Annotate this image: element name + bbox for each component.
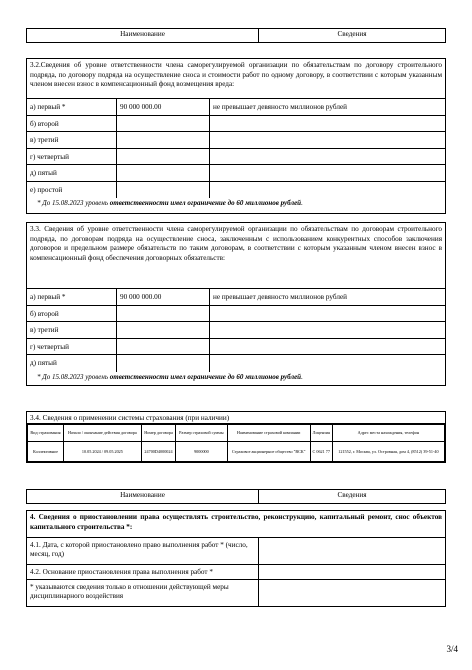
level-label: а) первый * [27, 99, 117, 115]
level-label: в) третий [27, 322, 117, 338]
level-description [210, 322, 445, 338]
insurance-header-cell: Наименование страховой компании [227, 425, 310, 442]
level-amount [117, 165, 210, 181]
level-label: г) четвертый [27, 149, 117, 165]
section-3-3-text: 3.3. Сведения об уровне ответственности члена саморегулируемой организации по обязательствам по договорам строительного подряда, по договорам подряда на осуществление сноса, заключенным с использованием конкурентных способов заключения договоров и предельном размере обязательств по таким договорам, в соответствии с которым указанным членом внесен взнос в компенсационный фонд обеспечения договорных обязательств: [27, 223, 445, 289]
level-amount [117, 306, 210, 322]
insurance-data-cell: Страховое акционерное общество "ВСК" [227, 442, 310, 462]
insurance-data-cell: 9000000 [176, 442, 227, 462]
level-label: а) первый * [27, 289, 117, 305]
section-3-2-text: 3.2.Сведения об уровне ответственности члена саморегулируемой организации по обязательствам по договору строительного подряда, по договору подряда на осуществление сноса и стоимости работ по одному договору, в соответствии с которым указанным членом внесен взнос в компенсационный фонд возмещения вреда: [27, 59, 445, 99]
level-row [27, 149, 445, 166]
section-3-3-rows [27, 289, 445, 372]
insurance-data-cell: Коллективное [28, 442, 64, 462]
level-description [210, 149, 445, 165]
level-amount [117, 149, 210, 165]
level-amount [117, 322, 210, 338]
insurance-data-cell: 24700D4000024 [141, 442, 175, 462]
header-name: Наименование [27, 29, 259, 42]
insurance-header-cell: Вид страхования [28, 425, 64, 442]
insurance-header-cell: Лицензия [310, 425, 332, 442]
level-row [27, 116, 445, 133]
level-amount [117, 132, 210, 148]
level-amount: 90 000 000.00 [117, 289, 210, 305]
level-label: д) пятый [27, 355, 117, 372]
insurance-data-cell: 10.05.2024 / 09.05.2025 [63, 442, 141, 462]
level-row [27, 355, 445, 372]
section-3-4-title: 3.4. Сведения о применении системы страхования (при наличии) [27, 412, 445, 424]
section-4-2-value [259, 565, 445, 579]
section-3-3-note: * До 15.08.2023 уровень ответственности имел ограничение до 60 миллионов рублей. [37, 372, 303, 381]
level-row [27, 99, 445, 116]
level-label: г) четвертый [27, 339, 117, 355]
level-label: в) третий [27, 132, 117, 148]
section-4-2-label: 4.2. Основание приостановления права выполнения работ * [27, 565, 259, 579]
level-row [27, 165, 445, 182]
level-row [27, 289, 445, 306]
level-description [210, 355, 445, 372]
level-row [27, 182, 445, 199]
level-row [27, 132, 445, 149]
insurance-header-cell: Размер страховой суммы [176, 425, 227, 442]
level-description [210, 132, 445, 148]
level-label: е) простой [27, 182, 117, 199]
level-amount [117, 339, 210, 355]
insurance-data-row [28, 442, 445, 462]
insurance-header-row [28, 425, 445, 442]
header-info-2: Сведения [337, 491, 367, 499]
level-description [210, 182, 445, 199]
insurance-table [27, 424, 445, 462]
insurance-data-cell: С 0621 77 [310, 442, 332, 462]
level-description [210, 306, 445, 322]
level-amount [117, 182, 210, 199]
level-description [210, 339, 445, 355]
level-description [210, 116, 445, 132]
level-row [27, 306, 445, 323]
section-4-title: 4. Сведения о приостановлении права осуществлять строительство, реконструкцию, капитальный ремонт, снос объектов капитального строительства *: [27, 511, 445, 538]
section-4-1-label: 4.1. Дата, с которой приостановлено право выполнения работ * (число, месяц, год) [27, 538, 259, 564]
level-label: д) пятый [27, 165, 117, 181]
section-4 [26, 510, 446, 607]
section-4-1-value [259, 538, 445, 564]
level-description: не превышает девяносто миллионов рублей [213, 103, 347, 111]
level-amount [117, 355, 210, 372]
level-amount [117, 116, 210, 132]
level-row [27, 322, 445, 339]
level-label: б) второй [27, 116, 117, 132]
insurance-header-cell: Адрес места нахождения, телефон [332, 425, 444, 442]
section-3-3 [26, 222, 446, 386]
section-3-2-rows [27, 99, 445, 198]
level-description [210, 165, 445, 181]
section-4-note: * указываются сведения только в отношении действующей меры дисциплинарного воздействия [27, 580, 259, 606]
level-row [27, 339, 445, 356]
section-3-2-note: * До 15.08.2023 уровень ответственности имел ограничение до 60 миллионов рублей. [37, 199, 303, 207]
header-name-2: Наименование [27, 490, 259, 503]
insurance-data-cell: 121552, г. Москва, ул. Островная, дом 4, (8512) 39-51-40 [332, 442, 444, 462]
header-table-1 [26, 28, 446, 43]
section-4-note-value [259, 580, 445, 606]
page-number: 3/4 [446, 644, 458, 654]
section-3-4 [26, 411, 446, 463]
header-table-2 [26, 489, 446, 504]
insurance-header-cell: Начало / окончание действия договора [63, 425, 141, 442]
section-3-2 [26, 58, 446, 214]
insurance-header-cell: Номер договора [141, 425, 175, 442]
level-description: не превышает девяносто миллионов рублей [213, 293, 347, 301]
header-info: Сведения [337, 30, 367, 38]
level-label: б) второй [27, 306, 117, 322]
level-amount: 90 000 000.00 [117, 99, 210, 115]
